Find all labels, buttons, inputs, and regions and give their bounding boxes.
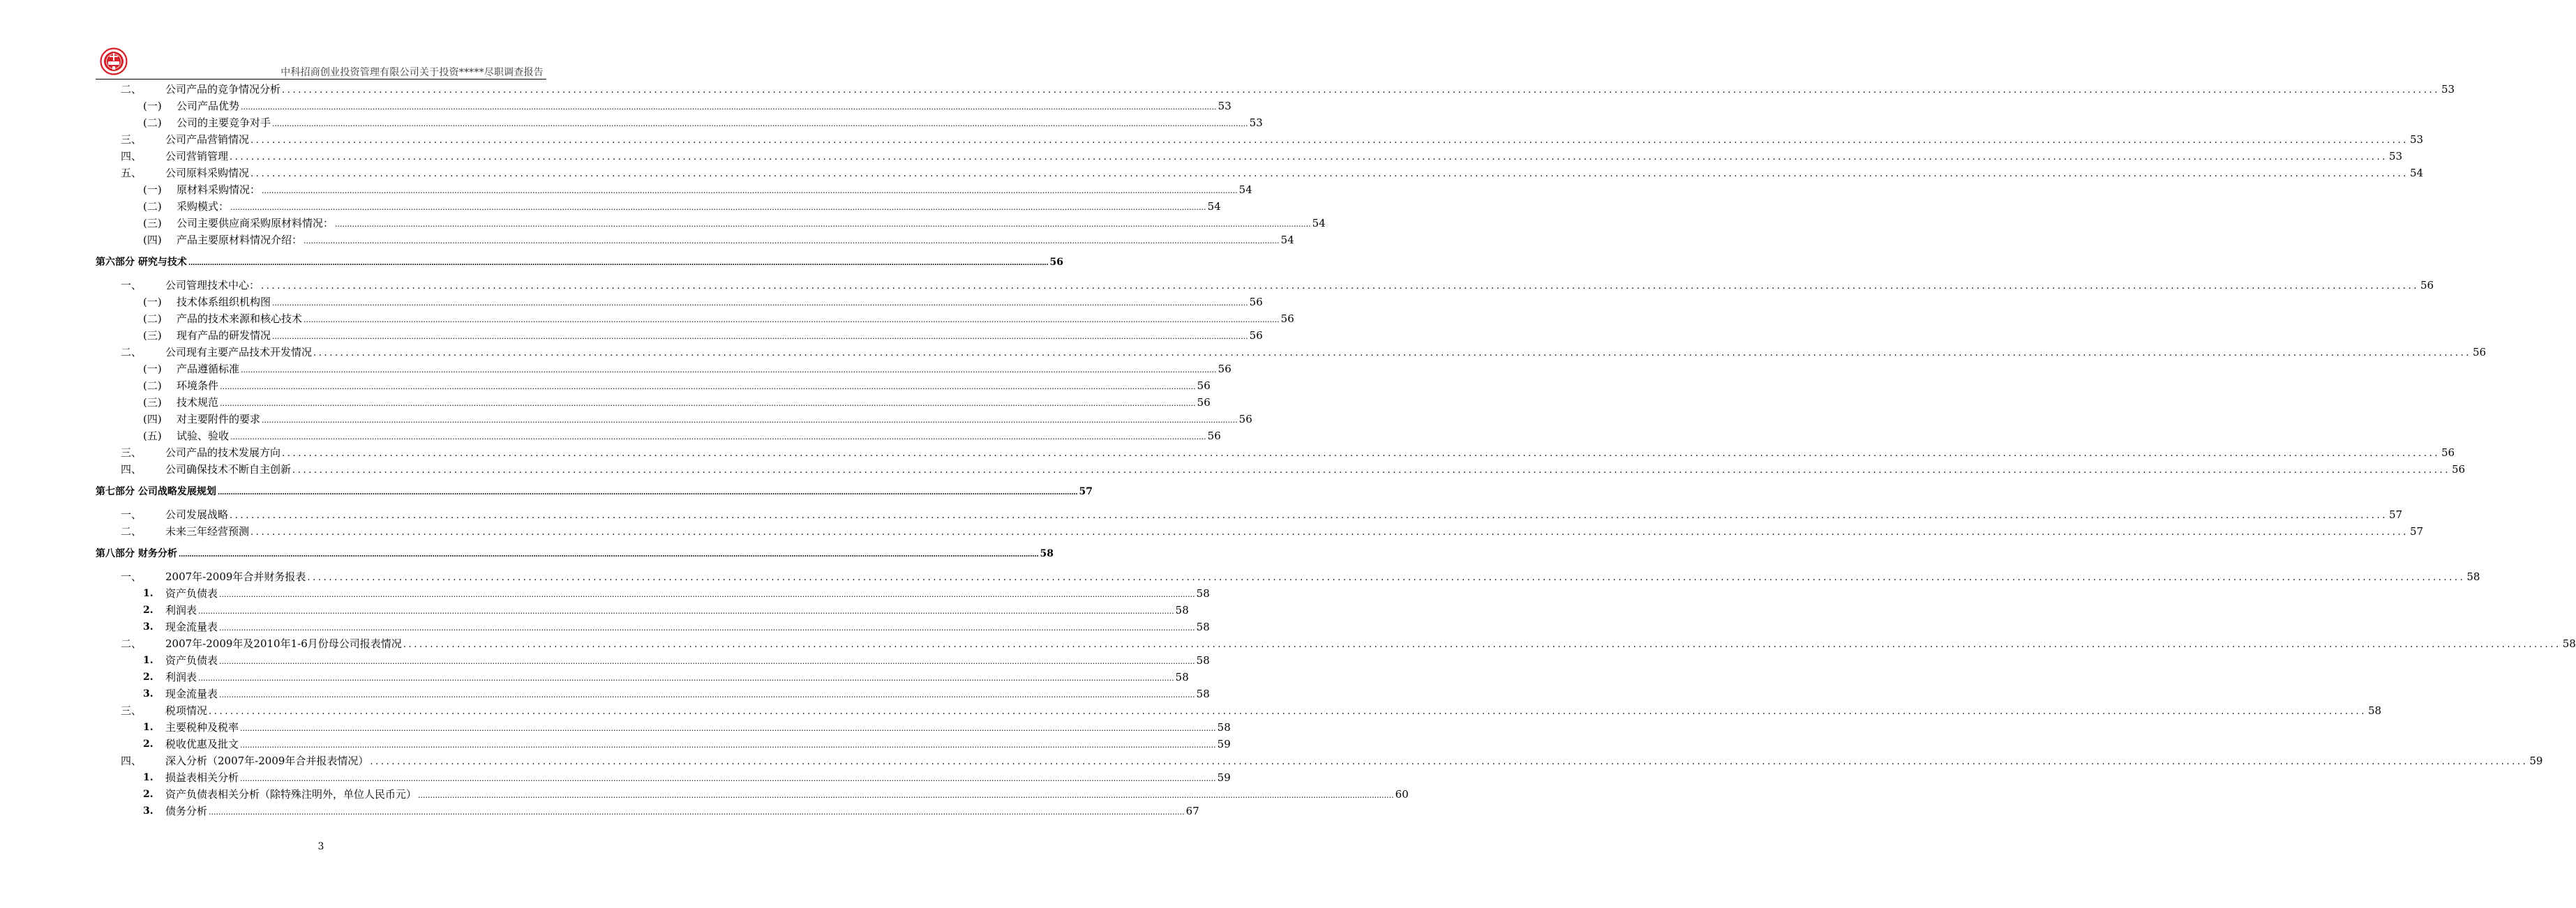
toc-entry-number: (三) <box>143 217 162 229</box>
toc-dot-leader: ................................................................................................................................................................................................................................................................................................................................................................................................................ <box>262 186 1238 195</box>
toc-entry-page: 58 <box>1175 671 1189 683</box>
toc-entry-number: 1. <box>143 772 153 783</box>
toc-entry-page: 56 <box>1238 413 1252 425</box>
toc-dot-leader: ................................................................................................................................................................................................................................................................................................................................................................................................................ <box>241 103 1217 112</box>
toc-dot-leader: ................................................................................................................................................................................................................................................................................................................................................................................................................ <box>250 169 2409 179</box>
toc-entry-body <box>96 254 1063 272</box>
toc-entry-body <box>165 523 2424 541</box>
toc-entry-body <box>177 215 1326 233</box>
toc-dot-leader: ................................................................................................................................................................................................................................................................................................................................................................................................................ <box>240 724 1216 733</box>
toc-entry-title: 损益表相关分析 <box>165 771 239 784</box>
toc-entry-number: 1. <box>143 722 153 733</box>
toc-entry-page: 58 <box>1196 688 1210 700</box>
toc-entry-number: 2. <box>143 605 153 616</box>
toc-dot-leader: ................................................................................................................................................................................................................................................................................................................................................................................................................ <box>230 203 1206 212</box>
toc-entry-page: 53 <box>2409 133 2424 146</box>
toc-entry-page: 53 <box>2441 83 2455 96</box>
toc-dot-leader: ................................................................................................................................................................................................................................................................................................................................................................................................................ <box>403 640 2561 650</box>
toc-entry[interactable] <box>96 568 2480 585</box>
toc-entry-page: 57 <box>2388 508 2403 521</box>
toc-dot-leader: ................................................................................................................................................................................................................................................................................................................................................................................................................ <box>304 315 1280 324</box>
toc-entry-page: 58 <box>1040 548 1054 559</box>
toc-entry-number: 一、 <box>121 508 142 521</box>
toc-entry-title: 公司营销管理 <box>165 150 229 162</box>
toc-entry-number: 五、 <box>121 167 142 179</box>
toc-dot-leader: ................................................................................................................................................................................................................................................................................................................................................................................................................ <box>198 674 1174 683</box>
header-title: 中科招商创业投资管理有限公司关于投资*****尽职调查报告 <box>280 67 544 78</box>
toc-entry-page: 57 <box>2409 525 2424 538</box>
toc-dot-leader: ................................................................................................................................................................................................................................................................................................................................................................................................................ <box>209 808 1185 817</box>
toc-entry[interactable] <box>96 254 1063 271</box>
toc-entry-body <box>165 652 1210 670</box>
toc-entry-body <box>165 344 2487 362</box>
toc-entry-number: (一) <box>143 363 162 375</box>
toc-entry[interactable] <box>96 198 1221 215</box>
toc-entry-title: 技术体系组织机构图 <box>177 296 271 308</box>
toc-entry[interactable] <box>96 752 2543 769</box>
toc-entry-page: 58 <box>1196 587 1210 600</box>
toc-entry[interactable] <box>96 635 2576 652</box>
toc-dot-leader: ................................................................................................................................................................................................................................................................................................................................................................................................................ <box>219 590 1195 599</box>
toc-entry[interactable] <box>96 686 1210 702</box>
toc-entry-title: 税收优惠及批文 <box>165 738 239 750</box>
toc-entry[interactable] <box>96 131 2424 148</box>
toc-entry-page: 58 <box>1196 654 1210 667</box>
toc-entry[interactable] <box>96 483 1093 500</box>
toc-entry[interactable] <box>96 215 1326 232</box>
toc-entry[interactable] <box>96 427 1221 444</box>
toc-entry-title: 资产负债表 <box>165 587 218 600</box>
toc-entry-body <box>177 198 1221 216</box>
toc-entry-number: 三、 <box>121 133 142 146</box>
toc-entry-title: 税项情况 <box>165 704 208 717</box>
toc-dot-leader: ................................................................................................................................................................................................................................................................................................................................................................................................................ <box>418 791 1394 800</box>
toc-dot-leader: ................................................................................................................................................................................................................................................................................................................................................................................................................ <box>261 281 2419 292</box>
toc-entry-title: 公司现有主要产品技术开发情况 <box>165 346 313 358</box>
toc-dot-leader: ................................................................................................................................................................................................................................................................................................................................................................................................................ <box>220 382 1196 391</box>
toc-dot-leader: ................................................................................................................................................................................................................................................................................................................................................................................................................ <box>272 332 1248 341</box>
toc-entry-title: 利润表 <box>165 671 197 683</box>
toc-entry-page: 54 <box>2409 167 2424 179</box>
toc-entry-page: 56 <box>1207 430 1221 442</box>
toc-entry-number: (三) <box>143 329 162 342</box>
toc-entry-body <box>177 181 1252 199</box>
toc-entry-title: 债务分析 <box>165 805 208 817</box>
toc-entry[interactable] <box>96 294 1263 310</box>
toc-dot-leader: ................................................................................................................................................................................................................................................................................................................................................................................................................ <box>178 551 1039 559</box>
toc-entry[interactable] <box>96 327 1263 344</box>
toc-entry-body <box>165 635 2576 653</box>
toc-entry[interactable] <box>96 786 1409 803</box>
toc-entry[interactable] <box>96 669 1189 686</box>
toc-entry-number: (一) <box>143 296 162 308</box>
toc-entry-number: (四) <box>143 413 162 425</box>
toc-entry-title: 对主要附件的要求 <box>177 413 261 425</box>
toc-entry[interactable] <box>96 545 1054 562</box>
toc-dot-leader: ................................................................................................................................................................................................................................................................................................................................................................................................................ <box>188 259 1049 267</box>
toc-entry-title: 公司的主要竞争对手 <box>177 116 271 129</box>
toc-entry-title: 利润表 <box>165 604 197 616</box>
toc-entry-number: (五) <box>143 430 162 442</box>
toc-dot-leader: ................................................................................................................................................................................................................................................................................................................................................................................................................ <box>230 152 2388 162</box>
toc-entry[interactable] <box>96 148 2403 165</box>
toc-entry-page: 53 <box>2388 150 2403 162</box>
toc-entry-body <box>177 361 1231 379</box>
toc-entry-body <box>165 669 1189 687</box>
toc-dot-leader: ................................................................................................................................................................................................................................................................................................................................................................................................................ <box>282 85 2440 96</box>
toc-entry-page: 67 <box>1185 805 1199 817</box>
toc-entry-body <box>177 294 1263 312</box>
toc-entry-title: 公司主要供应商采购原材料情况： <box>177 217 334 229</box>
toc-dot-leader: ................................................................................................................................................................................................................................................................................................................................................................................................................ <box>230 432 1206 441</box>
toc-entry-number: (一) <box>143 183 162 196</box>
toc-entry-title: 第七部分 公司战略发展规划 <box>96 486 216 497</box>
company-logo <box>100 47 128 75</box>
toc-entry-body <box>177 411 1252 429</box>
toc-dot-leader: ................................................................................................................................................................................................................................................................................................................................................................................................................ <box>219 623 1195 633</box>
toc-entry[interactable] <box>96 232 1294 248</box>
toc-entry-number: 四、 <box>121 150 142 162</box>
toc-entry[interactable] <box>96 114 1263 131</box>
toc-entry-body <box>165 702 2382 720</box>
toc-entry-number: 二、 <box>121 525 142 538</box>
toc-entry-number: 三、 <box>121 704 142 717</box>
toc-entry-body <box>165 719 1231 737</box>
toc-entry-page: 60 <box>1395 788 1409 801</box>
toc-entry-body <box>165 602 1189 620</box>
toc-entry-body <box>165 585 1210 603</box>
toc-entry[interactable] <box>96 769 1231 786</box>
toc-entry-page: 56 <box>1197 379 1211 392</box>
page-number: 3 <box>317 841 324 852</box>
toc-entry-number: 3. <box>143 621 153 633</box>
toc-entry-body <box>177 394 1211 412</box>
toc-entry-page: 53 <box>1218 100 1231 112</box>
toc-entry-page: 56 <box>1218 363 1231 375</box>
toc-entry-title: 公司产品营销情况 <box>165 133 250 146</box>
toc-entry-page: 58 <box>1196 621 1210 633</box>
toc-entry-number: 二、 <box>121 83 142 96</box>
toc-entry-number: (二) <box>143 116 162 129</box>
header-divider <box>96 79 546 80</box>
toc-entry[interactable] <box>96 585 1210 602</box>
toc-entry-body <box>165 165 2424 183</box>
toc-entry-body <box>165 461 2466 479</box>
toc-entry[interactable] <box>96 619 1210 635</box>
toc-dot-leader: ................................................................................................................................................................................................................................................................................................................................................................................................................ <box>370 757 2529 767</box>
toc-entry-number: 三、 <box>121 446 142 459</box>
toc-entry-title: 资产负债表相关分析（除特殊注明外，单位人民币元） <box>165 788 417 801</box>
toc-entry-page: 56 <box>1249 329 1263 342</box>
toc-entry-number: 1. <box>143 655 153 666</box>
toc-entry-body <box>165 568 2480 587</box>
toc-entry-title: 环境条件 <box>177 379 219 392</box>
toc-entry[interactable] <box>96 523 2424 540</box>
toc-entry-title: 采购模式： <box>177 200 230 213</box>
toc-dot-leader: ................................................................................................................................................................................................................................................................................................................................................................................................................ <box>272 119 1248 128</box>
toc-entry-title: 原材料采购情况： <box>177 183 261 196</box>
toc-entry-number: (四) <box>143 234 162 246</box>
toc-dot-leader: ................................................................................................................................................................................................................................................................................................................................................................................................................ <box>292 465 2450 476</box>
toc-entry[interactable] <box>96 377 1211 394</box>
toc-entry-number: 3. <box>143 805 153 817</box>
toc-entry[interactable] <box>96 344 2487 361</box>
toc-entry[interactable] <box>96 803 1199 819</box>
toc-entry-body <box>96 483 1093 501</box>
toc-entry[interactable] <box>96 602 1189 619</box>
toc-entry[interactable] <box>96 736 1231 752</box>
toc-entry-number: 3. <box>143 688 153 699</box>
toc-entry-body <box>165 786 1409 804</box>
toc-entry[interactable] <box>96 652 1210 669</box>
toc-entry-number: (二) <box>143 379 162 392</box>
toc-entry-page: 56 <box>2451 463 2466 476</box>
toc-entry-page: 59 <box>1217 738 1231 750</box>
toc-entry-title: 公司产品优势 <box>177 100 240 112</box>
toc-entry-body <box>165 81 2455 99</box>
toc-dot-leader: ................................................................................................................................................................................................................................................................................................................................................................................................................ <box>313 348 2471 358</box>
toc-entry-page: 54 <box>1207 200 1221 213</box>
toc-entry-number: 2. <box>143 672 153 683</box>
toc-entry[interactable] <box>96 506 2403 523</box>
toc-dot-leader: ................................................................................................................................................................................................................................................................................................................................................................................................................ <box>220 399 1196 408</box>
toc-entry[interactable] <box>96 165 2424 181</box>
toc-entry-title: 第六部分 研究与技术 <box>96 257 187 268</box>
table-of-contents <box>96 81 2576 819</box>
toc-entry-page: 56 <box>1280 312 1294 325</box>
toc-entry-body <box>177 232 1294 250</box>
toc-entry-title: 公司原料采购情况 <box>165 167 250 179</box>
toc-entry-title: 公司管理技术中心： <box>165 279 260 292</box>
toc-entry-title: 2007年-2009年合并财务报表 <box>165 570 306 583</box>
toc-entry-title: 现有产品的研发情况 <box>177 329 271 342</box>
toc-entry[interactable] <box>96 277 2434 294</box>
toc-entry-number: 四、 <box>121 463 142 476</box>
toc-entry-page: 56 <box>1197 396 1211 409</box>
toc-entry-number: 2. <box>143 739 153 750</box>
toc-entry-body <box>165 736 1231 754</box>
toc-entry-body <box>165 277 2434 295</box>
toc-entry-body <box>165 769 1231 787</box>
toc-entry[interactable] <box>96 702 2382 719</box>
toc-entry-page: 56 <box>1249 296 1263 308</box>
toc-dot-leader: ................................................................................................................................................................................................................................................................................................................................................................................................................ <box>209 706 2367 717</box>
toc-entry-number: (二) <box>143 312 162 325</box>
toc-entry-number: 一、 <box>121 570 142 583</box>
toc-dot-leader: ................................................................................................................................................................................................................................................................................................................................................................................................................ <box>240 741 1216 750</box>
toc-entry-body <box>177 327 1263 345</box>
toc-dot-leader: ................................................................................................................................................................................................................................................................................................................................................................................................................ <box>219 657 1195 666</box>
toc-dot-leader: ................................................................................................................................................................................................................................................................................................................................................................................................................ <box>250 527 2409 538</box>
toc-dot-leader: ................................................................................................................................................................................................................................................................................................................................................................................................................ <box>282 448 2440 459</box>
toc-entry-number: 一、 <box>121 279 142 292</box>
toc-entry-title: 现金流量表 <box>165 688 218 700</box>
toc-entry-title: 产品主要原材料情况介绍： <box>177 234 303 246</box>
toc-dot-leader: ................................................................................................................................................................................................................................................................................................................................................................................................................ <box>272 298 1248 308</box>
toc-entry-page: 58 <box>1217 721 1231 734</box>
toc-entry-title: 未来三年经营预测 <box>165 525 250 538</box>
toc-entry-body <box>165 506 2403 524</box>
toc-entry-page: 56 <box>2472 346 2487 358</box>
toc-entry-title: 产品遵循标准 <box>177 363 240 375</box>
toc-entry-body <box>177 427 1221 446</box>
toc-dot-leader: ................................................................................................................................................................................................................................................................................................................................................................................................................ <box>250 135 2409 146</box>
toc-entry[interactable] <box>96 411 1252 427</box>
toc-entry-title: 现金流量表 <box>165 621 218 633</box>
toc-entry-title: 公司确保技术不断自主创新 <box>165 463 292 476</box>
toc-entry-body <box>96 545 1054 563</box>
toc-entry[interactable] <box>96 719 1231 736</box>
toc-entry-body <box>177 310 1294 328</box>
toc-entry-number: 二、 <box>121 346 142 358</box>
toc-entry-page: 56 <box>2420 279 2434 292</box>
toc-entry-body <box>177 114 1263 133</box>
toc-entry-page: 59 <box>1217 771 1231 784</box>
toc-entry-body <box>177 98 1231 116</box>
toc-entry-page: 53 <box>1249 116 1263 129</box>
toc-entry-title: 技术规范 <box>177 396 219 409</box>
toc-entry-number: (二) <box>143 200 162 213</box>
toc-entry[interactable] <box>96 461 2466 478</box>
toc-entry-page: 56 <box>1049 257 1063 268</box>
toc-entry-title: 产品的技术来源和核心技术 <box>177 312 303 325</box>
toc-dot-leader: ................................................................................................................................................................................................................................................................................................................................................................................................................ <box>240 774 1216 783</box>
toc-dot-leader: ................................................................................................................................................................................................................................................................................................................................................................................................................ <box>217 489 1078 497</box>
toc-entry-body <box>165 686 1210 704</box>
toc-entry-number: (一) <box>143 100 162 112</box>
toc-entry-body <box>165 752 2543 771</box>
toc-entry-number: 1. <box>143 588 153 599</box>
toc-entry-page: 58 <box>2466 570 2480 583</box>
toc-entry-page: 58 <box>1175 604 1189 616</box>
toc-entry[interactable] <box>96 181 1252 198</box>
toc-entry-title: 第八部分 财务分析 <box>96 548 177 559</box>
toc-dot-leader: ................................................................................................................................................................................................................................................................................................................................................................................................................ <box>304 236 1280 245</box>
toc-entry-page: 59 <box>2529 755 2543 767</box>
toc-dot-leader: ................................................................................................................................................................................................................................................................................................................................................................................................................ <box>219 690 1195 699</box>
toc-entry[interactable] <box>96 98 1231 114</box>
toc-dot-leader: ................................................................................................................................................................................................................................................................................................................................................................................................................ <box>241 365 1217 374</box>
toc-entry-number: 四、 <box>121 755 142 767</box>
toc-dot-leader: ................................................................................................................................................................................................................................................................................................................................................................................................................ <box>230 510 2388 521</box>
toc-entry[interactable] <box>96 361 1231 377</box>
toc-entry[interactable] <box>96 81 2455 98</box>
toc-dot-leader: ................................................................................................................................................................................................................................................................................................................................................................................................................ <box>335 220 1311 229</box>
toc-entry-title: 资产负债表 <box>165 654 218 667</box>
toc-entry-title: 主要税种及税率 <box>165 721 239 734</box>
toc-entry-number: 2. <box>143 789 153 800</box>
toc-entry-title: 2007年-2009年及2010年1-6月份母公司报表情况 <box>165 637 402 650</box>
toc-dot-leader: ................................................................................................................................................................................................................................................................................................................................................................................................................ <box>307 573 2466 583</box>
toc-entry-title: 试验、验收 <box>177 430 230 442</box>
toc-entry-number: 二、 <box>121 637 142 650</box>
toc-entry-page: 54 <box>1238 183 1252 196</box>
toc-dot-leader: ................................................................................................................................................................................................................................................................................................................................................................................................................ <box>198 607 1174 616</box>
toc-entry-body <box>165 619 1210 637</box>
toc-entry-page: 54 <box>1280 234 1294 246</box>
toc-entry-title: 公司产品的技术发展方向 <box>165 446 281 459</box>
toc-dot-leader: ................................................................................................................................................................................................................................................................................................................................................................................................................ <box>262 416 1238 425</box>
toc-entry[interactable] <box>96 310 1294 327</box>
toc-entry-title: 深入分析（2007年-2009年合并报表情况） <box>165 755 369 767</box>
toc-entry-body <box>165 803 1199 821</box>
toc-entry-page: 54 <box>1312 217 1326 229</box>
toc-entry-title: 公司产品的竞争情况分析 <box>165 83 281 96</box>
toc-entry-body <box>165 148 2403 166</box>
toc-entry-number: (三) <box>143 396 162 409</box>
toc-entry-body <box>165 131 2424 149</box>
toc-entry-page: 58 <box>2367 704 2382 717</box>
toc-entry-page: 58 <box>2562 637 2576 650</box>
toc-entry[interactable] <box>96 444 2455 461</box>
toc-entry-page: 56 <box>2441 446 2455 459</box>
toc-entry-title: 公司发展战略 <box>165 508 229 521</box>
toc-entry-page: 57 <box>1079 486 1093 497</box>
toc-entry[interactable] <box>96 394 1211 411</box>
toc-entry-body <box>165 444 2455 462</box>
toc-entry-body <box>177 377 1211 395</box>
